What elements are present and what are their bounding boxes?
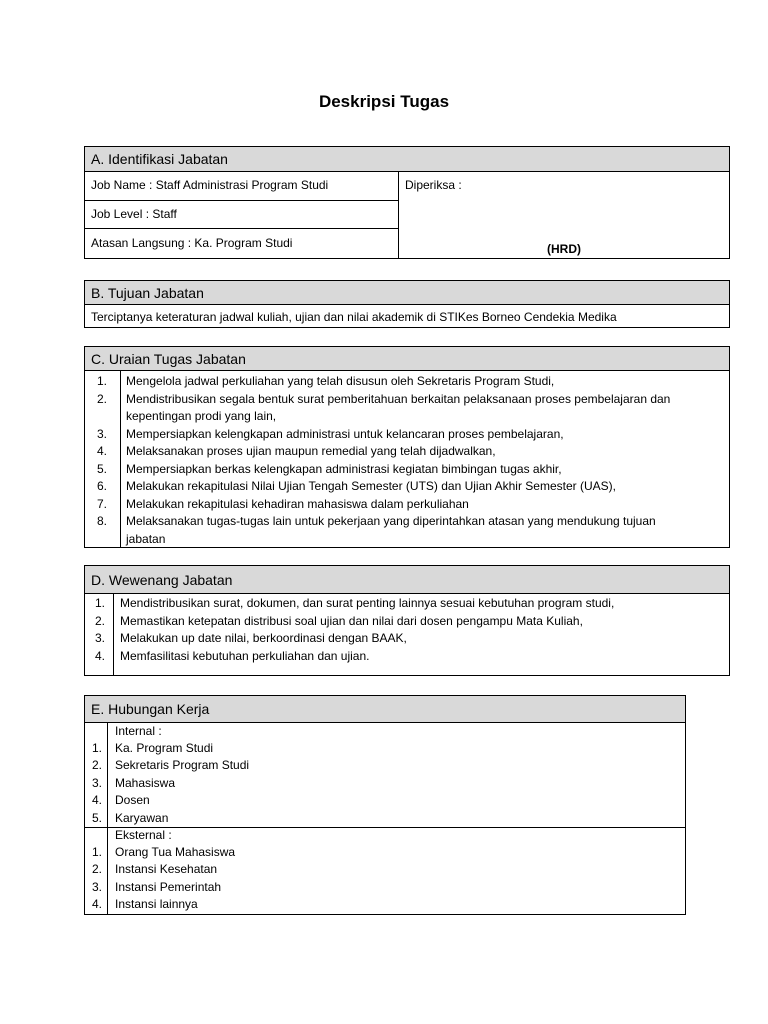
page-title: Deskripsi Tugas — [318, 92, 450, 111]
list-item-number: 1. — [96, 374, 107, 388]
list-item-number: 4. — [91, 793, 102, 808]
list-item: Mahasiswa — [115, 775, 176, 790]
section-e-table — [84, 695, 686, 915]
diperiksa-label: Diperiksa : — [405, 178, 462, 192]
list-item-continuation: kepentingan prodi yang lain, — [126, 409, 277, 423]
list-item-number: 2. — [94, 613, 105, 628]
list-item-number: 6. — [96, 479, 107, 493]
list-item: Mempersiapkan berkas kelengkapan administrasi kegiatan bimbingan tugas akhir, — [126, 461, 562, 476]
list-item-number: 2. — [91, 862, 102, 877]
job-level: Job Level : Staff — [91, 207, 177, 221]
list-item-number: 1. — [91, 741, 102, 755]
section-b-table — [84, 280, 730, 328]
list-item-number: 4. — [94, 648, 105, 663]
atasan-langsung: Atasan Langsung : Ka. Program Studi — [91, 236, 293, 250]
list-item-number: 3. — [91, 775, 102, 790]
list-item-continuation: jabatan — [126, 531, 166, 546]
section-d-header: D. Wewenang Jabatan — [85, 566, 729, 594]
external-label: Eksternal : — [115, 828, 172, 842]
list-item-number: 3. — [91, 879, 102, 894]
section-e-header: E. Hubungan Kerja — [85, 696, 685, 723]
list-item-number: 2. — [96, 391, 107, 406]
section-a-header: A. Identifikasi Jabatan — [85, 147, 729, 172]
list-item: Instansi lainnya — [115, 897, 198, 912]
list-item: Instansi Kesehatan — [115, 862, 218, 877]
list-item: Memastikan ketepatan distribusi soal ujian dan nilai dari dosen pengampu Mata Kuliah, — [120, 613, 583, 628]
list-item-number: 7. — [96, 496, 107, 511]
internal-label: Internal : — [115, 724, 162, 738]
list-item: Memfasilitasi kebutuhan perkuliahan dan ujian. — [120, 648, 370, 663]
list-item: Melaksanakan tugas-tugas lain untuk pekerjaan yang diperintahkan atasan yang mendukung tujuan — [126, 514, 656, 528]
list-item-number: 4. — [96, 444, 107, 458]
hrd-label: (HRD) — [547, 242, 581, 256]
list-item-number: 5. — [96, 461, 107, 476]
list-item-number: 4. — [91, 897, 102, 912]
list-item: Melakukan rekapitulasi Nilai Ujian Tengah Semester (UTS) dan Ujian Akhir Semester (UAS), — [126, 479, 616, 493]
list-item-number: 1. — [91, 845, 102, 859]
section-a-table — [84, 146, 730, 259]
list-item: Melakukan rekapitulasi kehadiran mahasiswa dalam perkuliahan — [126, 496, 469, 511]
list-item: Melaksanakan proses ujian maupun remedial yang telah dijadwalkan, — [126, 444, 496, 458]
job-name: Job Name : Staff Administrasi Program Studi — [91, 178, 329, 192]
list-item: Mendistribusikan surat, dokumen, dan surat penting lainnya sesuai kebutuhan program studi, — [120, 596, 615, 610]
list-item-number: 3. — [94, 631, 105, 645]
list-item: Mendistribusikan segala bentuk surat pemberitahuan berkaitan pelaksanaan proses pembelajaran dan — [126, 391, 671, 406]
list-item: Ka. Program Studi — [115, 741, 214, 755]
list-item-number: 2. — [91, 758, 102, 773]
list-item: Mempersiapkan kelengkapan administrasi untuk kelancaran proses pembelajaran, — [126, 426, 564, 441]
list-item: Sekretaris Program Studi — [115, 758, 250, 773]
list-item: Melakukan up date nilai, berkoordinasi dengan BAAK, — [120, 631, 407, 645]
section-b-header: B. Tujuan Jabatan — [85, 281, 729, 305]
list-item-number: 8. — [96, 514, 107, 528]
list-item: Dosen — [115, 793, 150, 808]
section-c-table — [84, 346, 730, 548]
list-item: Mengelola jadwal perkuliahan yang telah disusun oleh Sekretaris Program Studi, — [126, 374, 555, 388]
list-item: Instansi Pemerintah — [115, 879, 222, 894]
list-item: Karyawan — [115, 810, 169, 825]
section-d-table — [84, 565, 730, 676]
list-item-number: 5. — [91, 810, 102, 825]
list-item: Orang Tua Mahasiswa — [115, 845, 236, 859]
section-c-header: C. Uraian Tugas Jabatan — [85, 347, 729, 371]
tujuan-text: Terciptanya keteraturan jadwal kuliah, ujian dan nilai akademik di STIKes Borneo Cendekia Medika — [91, 310, 617, 324]
list-item-number: 1. — [94, 596, 105, 610]
list-item-number: 3. — [96, 426, 107, 441]
